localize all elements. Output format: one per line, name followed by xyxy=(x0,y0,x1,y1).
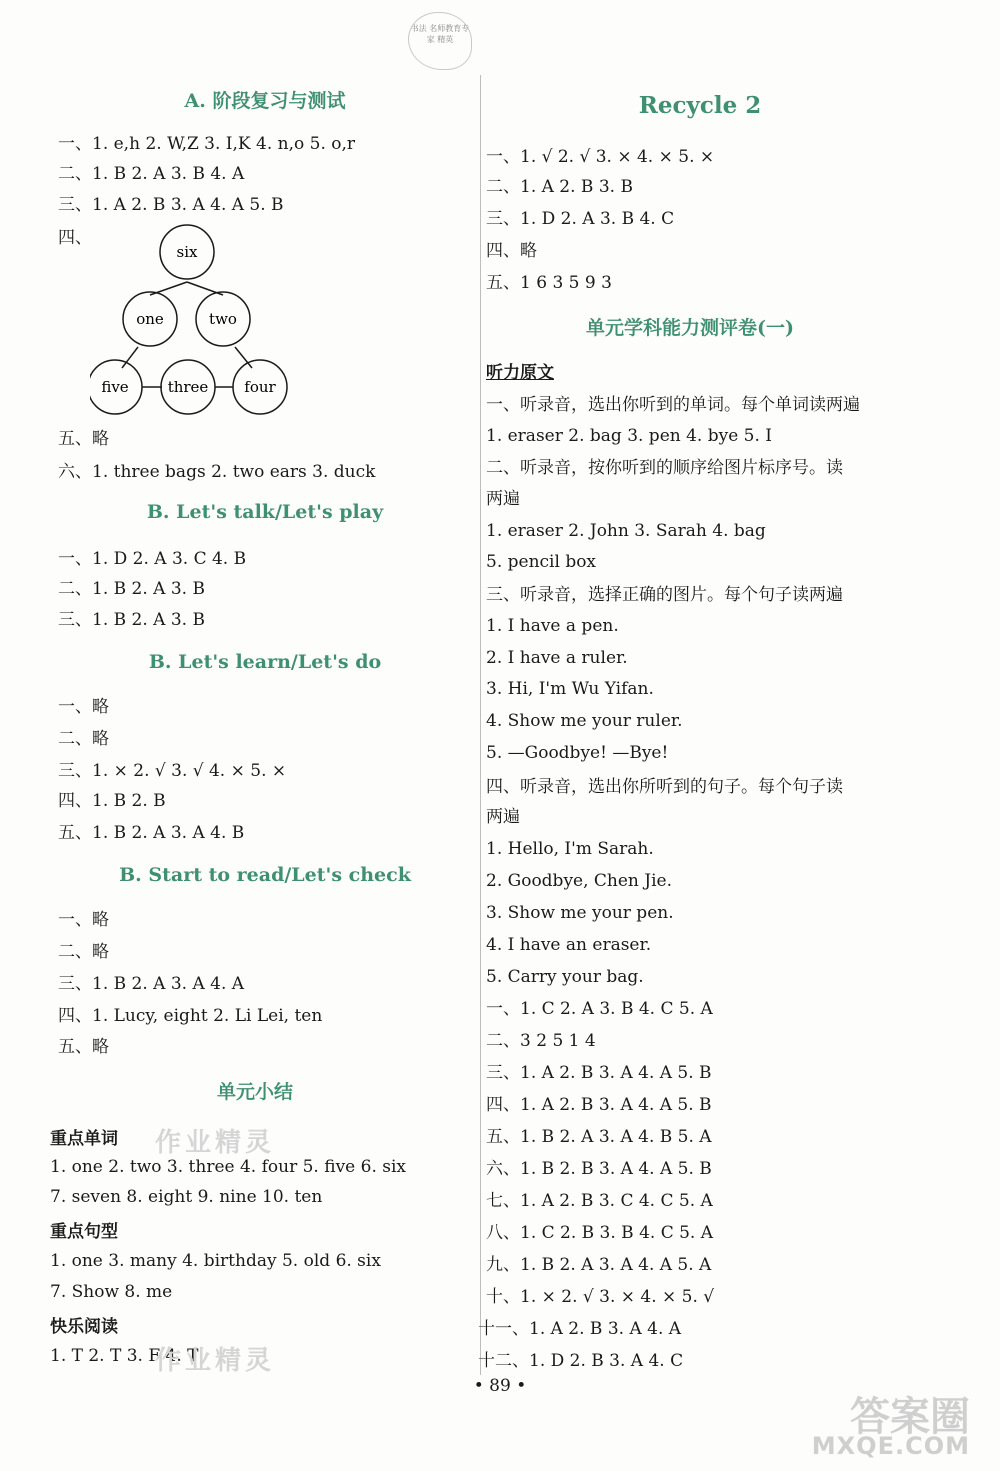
test-title: 单元学科能力测评卷(一) xyxy=(586,317,794,339)
answer-line: 八、1. C 2. B 3. B 4. C 5. A xyxy=(486,1223,714,1243)
answer-line: 1. one 3. many 4. birthday 5. old 6. six xyxy=(50,1251,381,1271)
answer-line: 四、略 xyxy=(486,241,537,261)
script-line: 二、听录音，按你听到的顺序给图片标序号。读 xyxy=(486,458,843,478)
answer-line: 十二、1. D 2. B 3. A 4. C xyxy=(478,1351,684,1371)
watermark-text: 作业精灵 xyxy=(155,1128,276,1158)
answer-line: 一、略 xyxy=(58,910,109,930)
script-line: 4. I have an eraser. xyxy=(486,935,652,955)
script-line: 两遍 xyxy=(486,807,520,827)
answer-line: 五、1. B 2. A 3. A 4. B xyxy=(58,823,245,843)
answer-line: 十、1. × 2. √ 3. × 4. × 5. √ xyxy=(486,1287,715,1307)
script-line: 4. Show me your ruler. xyxy=(486,711,683,731)
script-line: 5. pencil box xyxy=(486,552,597,572)
answer-line: 一、1. C 2. A 3. B 4. C 5. A xyxy=(486,999,713,1019)
section-b2-title: B. Let's learn/Let's do xyxy=(148,651,382,673)
answer-line: 1. T 2. T 3. F 4. T xyxy=(50,1346,199,1366)
section-a-title: A. 阶段复习与测试 xyxy=(184,90,346,112)
watermark-url: MXQE.COM xyxy=(811,1432,970,1460)
answer-line: 三、1. D 2. A 3. B 4. C xyxy=(486,209,675,229)
node-label-bottom-left: five xyxy=(101,378,129,396)
node-label-bottom-right: four xyxy=(244,378,276,396)
answer-line: 二、略 xyxy=(58,729,109,749)
recycle-title: Recycle 2 xyxy=(638,92,762,119)
answer-line: 五、略 xyxy=(58,429,109,449)
answer-line: 四、1. B 2. B xyxy=(58,791,166,811)
key-words-label: 重点单词 xyxy=(50,1129,118,1149)
summary-title: 单元小结 xyxy=(216,1081,293,1103)
answer-line: 三、1. B 2. A 3. A 4. A xyxy=(58,974,245,994)
node-label-bottom-middle: three xyxy=(167,378,209,396)
number-triangle-diagram xyxy=(90,220,300,420)
script-line: 5. Carry your bag. xyxy=(486,967,644,987)
script-line: 四、听录音，选出你所听到的句子。每个句子读 xyxy=(486,777,843,797)
answer-line: 五、略 xyxy=(58,1037,109,1057)
script-line: 1. Hello, I'm Sarah. xyxy=(486,839,654,859)
answer-line: 7. Show 8. me xyxy=(50,1282,173,1302)
section-b3-title: B. Start to read/Let's check xyxy=(119,864,411,886)
answer-line: 九、1. B 2. A 3. A 4. A 5. A xyxy=(486,1255,712,1275)
answer-line: 三、1. × 2. √ 3. √ 4. × 5. × xyxy=(58,761,287,781)
answer-line: 三、1. B 2. A 3. B xyxy=(58,610,205,630)
answer-line: 一、1. D 2. A 3. C 4. B xyxy=(58,549,247,569)
answer-line: 二、1. B 2. A 3. B xyxy=(58,579,205,599)
column-divider xyxy=(480,75,481,1375)
answer-line: 四、 xyxy=(58,228,92,248)
section-b1-title: B. Let's talk/Let's play xyxy=(146,501,384,523)
script-line: 5. —Goodbye! —Bye! xyxy=(486,743,669,763)
script-line: 1. I have a pen. xyxy=(486,616,619,636)
answer-line: 五、1. B 2. A 3. A 4. B 5. A xyxy=(486,1127,712,1147)
listening-script-label: 听力原文 xyxy=(486,363,554,383)
answer-line: 一、1. √ 2. √ 3. × 4. × 5. × xyxy=(486,147,715,167)
page-number: • 89 • xyxy=(473,1376,527,1396)
answer-line: 三、1. A 2. B 3. A 4. A 5. B xyxy=(58,195,284,215)
answer-line: 十一、1. A 2. B 3. A 4. A xyxy=(478,1319,682,1339)
answer-line: 三、1. A 2. B 3. A 4. A 5. B xyxy=(486,1063,712,1083)
answer-line: 六、1. three bags 2. two ears 3. duck xyxy=(58,462,376,482)
node-label-top: six xyxy=(176,243,198,261)
script-line: 2. Goodbye, Chen Jie. xyxy=(486,871,672,891)
answer-line: 五、1 6 3 5 9 3 xyxy=(486,273,612,293)
answer-line: 四、1. Lucy, eight 2. Li Lei, ten xyxy=(58,1006,323,1026)
script-line: 2. I have a ruler. xyxy=(486,648,628,668)
node-label-mid-left: one xyxy=(136,310,164,328)
script-line: 3. Show me your pen. xyxy=(486,903,674,923)
script-line: 一、听录音，选出你听到的单词。每个单词读两遍 xyxy=(486,395,860,415)
watermark-logo: 答案圈 xyxy=(850,1394,970,1440)
script-line: 三、听录音，选择正确的图片。每个句子读两遍 xyxy=(486,585,843,605)
answer-line: 二、略 xyxy=(58,942,109,962)
answer-line: 一、略 xyxy=(58,697,109,717)
answer-line: 一、1. e,h 2. W,Z 3. I,K 4. n,o 5. o,r xyxy=(58,134,356,154)
answer-line: 二、1. A 2. B 3. B xyxy=(486,177,633,197)
script-line: 两遍 xyxy=(486,489,520,509)
script-line: 1. eraser 2. bag 3. pen 4. bye 5. I xyxy=(486,426,773,446)
answer-line: 七、1. A 2. B 3. C 4. C 5. A xyxy=(486,1191,713,1211)
reading-label: 快乐阅读 xyxy=(50,1317,118,1337)
key-sentences-label: 重点句型 xyxy=(50,1222,118,1242)
answer-line: 二、1. B 2. A 3. B 4. A xyxy=(58,164,245,184)
answer-line: 六、1. B 2. B 3. A 4. A 5. B xyxy=(486,1159,712,1179)
answer-line: 二、3 2 5 1 4 xyxy=(486,1031,596,1051)
stamp-logo: 书法 名师教育专家 精英 xyxy=(408,12,472,70)
answer-line: 7. seven 8. eight 9. nine 10. ten xyxy=(50,1187,323,1207)
script-line: 3. Hi, I'm Wu Yifan. xyxy=(486,679,654,699)
answer-line: 四、1. A 2. B 3. A 4. A 5. B xyxy=(486,1095,712,1115)
script-line: 1. eraser 2. John 3. Sarah 4. bag xyxy=(486,521,766,541)
watermark-text: 作业精灵 xyxy=(155,1346,276,1376)
answer-line: 1. one 2. two 3. three 4. four 5. five 6. six xyxy=(50,1157,407,1177)
node-label-mid-right: two xyxy=(209,310,237,328)
